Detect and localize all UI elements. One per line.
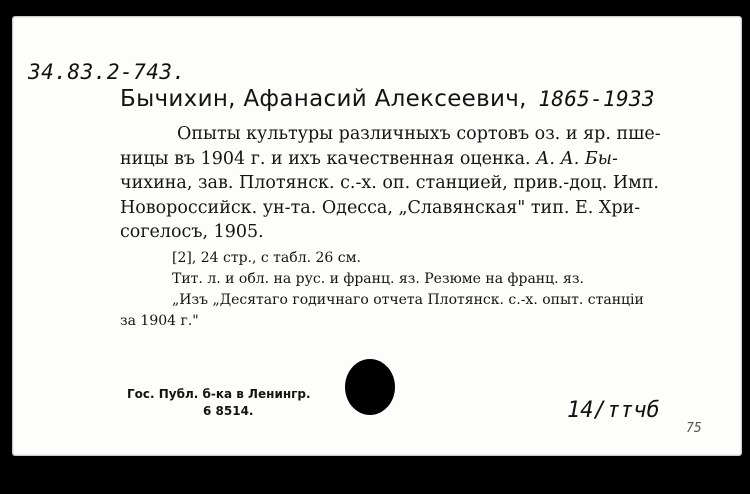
title-line-2: ницы въ 1904 г. и ихъ качественная оценка. А. А. Бы- xyxy=(120,148,618,169)
shelf-mark: 14/ттчб xyxy=(567,398,660,423)
source-note: „Изъ „Десятаго годичнаго отчета Плотянск. с.-х. опыт. станціи xyxy=(172,292,644,308)
catalog-card xyxy=(12,16,742,456)
stamp-library: Гос. Публ. б-ка в Ленингр. xyxy=(127,387,311,401)
title-line-4: Новороссийск. ун-та. Одесса, „Славянская" тип. Е. Хри- xyxy=(120,197,641,218)
author-dates: 1865-1933 xyxy=(538,87,655,111)
shelf-mark-tail: 75 xyxy=(686,421,702,436)
author-name: Бычихин, Афанасий Алексеевич, xyxy=(120,86,527,112)
author-italic-1: А. А. Бы- xyxy=(536,148,618,169)
title-block xyxy=(120,122,720,245)
stamp-number: 6 8514. xyxy=(203,404,254,418)
title-line-1: Опыты культуры различныхъ сортовъ оз. и яр. пше- xyxy=(177,124,661,144)
library-stamp xyxy=(127,386,311,420)
call-number: 34.83.2-743. xyxy=(28,60,186,84)
title-line-3: чихина, зав. Плотянск. с.-х. оп. станцией, прив.-доц. Имп. xyxy=(120,173,659,193)
source-note-cont: за 1904 г." xyxy=(120,313,199,329)
title-line-5: согелосъ, 1905. xyxy=(120,222,264,242)
language-note: Тит. л. и обл. на рус. и франц. яз. Резюме на франц. яз. xyxy=(172,271,584,287)
author-heading xyxy=(120,86,655,112)
collation-note: [2], 24 стр., с табл. 26 см. xyxy=(172,250,361,266)
notes-block xyxy=(120,248,720,332)
punch-hole xyxy=(345,359,395,415)
